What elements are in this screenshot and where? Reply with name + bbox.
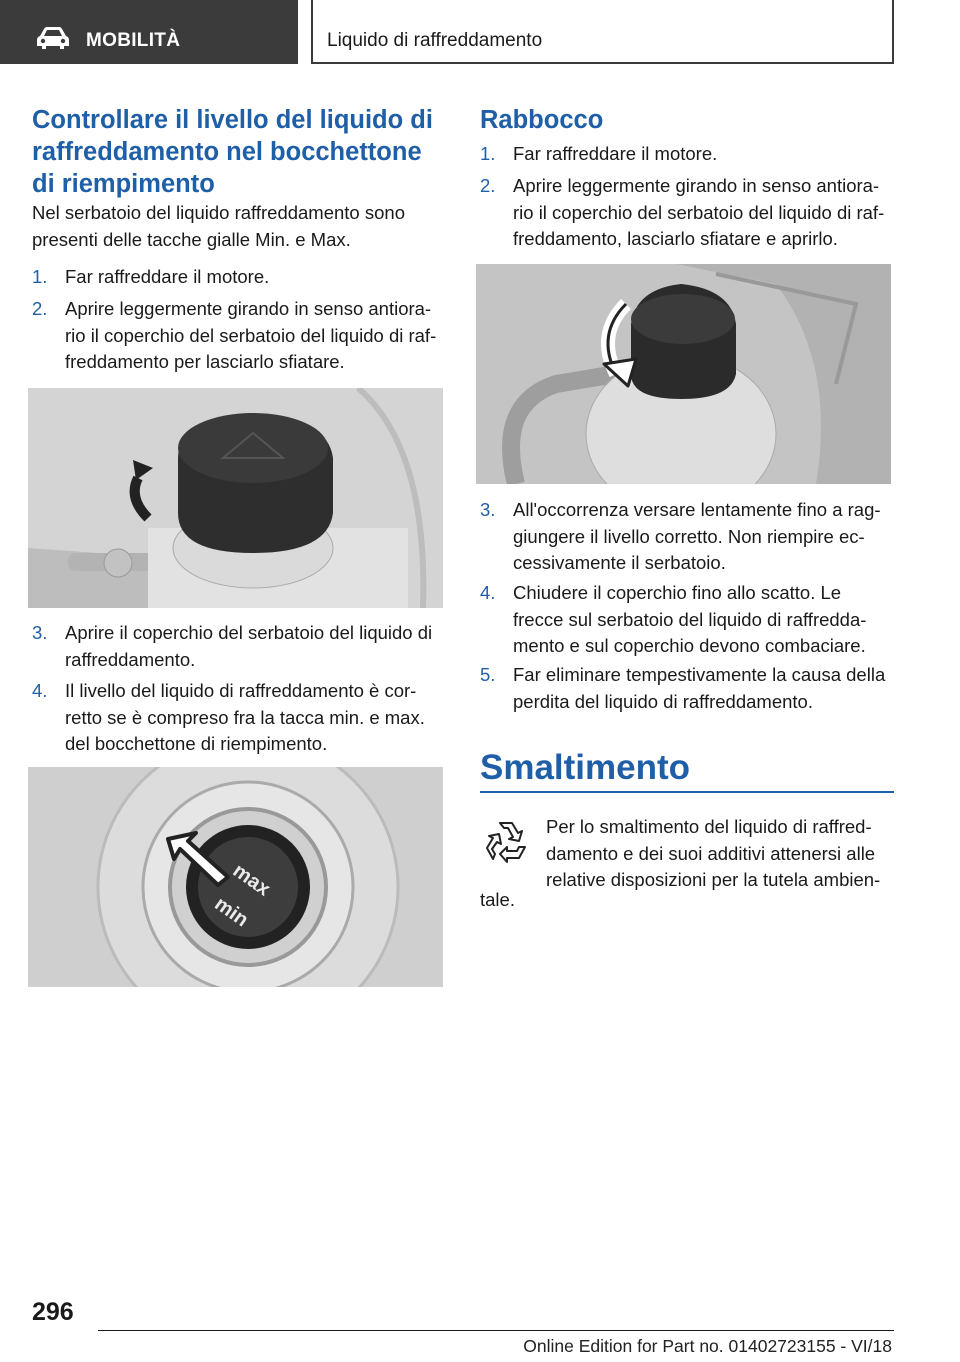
step-number: 5. (480, 664, 496, 685)
step-number: 3. (32, 622, 48, 643)
step-text: Aprire leggermente girando in senso antiora- (513, 175, 880, 196)
photo-filler-neck (28, 767, 443, 987)
disposal-line: relative disposizioni per la tutela ambien- (546, 869, 881, 890)
step-text: Aprire il coperchio del serbatoio del liquido di (65, 622, 433, 643)
step-text: Aprire leggermente girando in senso antiora- (65, 298, 432, 319)
chapter-title: Liquido di raffreddamento (327, 30, 543, 51)
gauge-max-label: max (228, 859, 275, 901)
disposal-heading: Smaltimento (480, 748, 691, 787)
gauge-min-label: min (210, 892, 253, 932)
step-text: All'occorrenza versare lentamente fino a rag- (513, 499, 881, 520)
photo-opening-cap (476, 264, 891, 484)
step-text: mento e sul coperchio devono combaciare. (513, 635, 866, 656)
disposal-line: damento e dei suoi additivi attenersi alle (546, 842, 876, 864)
chapter-title-box (311, 0, 894, 64)
step-number: 4. (480, 582, 496, 603)
step-text: freddamento, lasciarlo sfiatare e aprirlo. (513, 228, 838, 249)
photo-closed-cap (28, 388, 443, 608)
step-number: 2. (480, 175, 496, 196)
footer-rule (98, 1330, 894, 1331)
step-number: 1. (32, 266, 48, 287)
left-heading-line: Controllare il livello del liquido di (32, 106, 433, 134)
section-label: MOBILITÀ (86, 30, 181, 51)
disposal-text (546, 814, 896, 894)
step-text: retto se è compreso fra la tacca min. e max. (65, 706, 425, 728)
edition-note: Online Edition for Part no. 01402723155 - VI/18 (523, 1336, 892, 1356)
step-number: 3. (480, 499, 496, 520)
right-heading: Rabbocco (480, 106, 604, 134)
step-text: Far raffreddare il motore. (65, 266, 270, 287)
step-text: raffreddamento. (65, 648, 196, 670)
step-text: Chiudere il coperchio fino allo scatto. Le (513, 582, 842, 603)
recycle-icon (481, 817, 531, 867)
filler-neck-illustration (28, 767, 443, 987)
left-intro (32, 200, 452, 253)
step-text: giungere il livello corretto. Non riempire ec- (513, 525, 865, 547)
intro-line: presenti delle tacche gialle Min. e Max. (32, 228, 351, 250)
page-number: 296 (32, 1298, 74, 1326)
step-number: 2. (32, 298, 48, 319)
step-number: 4. (32, 680, 48, 701)
step-text: frecce sul serbatoio del liquido di raffredda- (513, 608, 867, 630)
step-text: Far raffreddare il motore. (513, 143, 718, 164)
step-text: perdita del liquido di raffreddamento. (513, 690, 813, 712)
disposal-line: Per lo smaltimento del liquido di raffred- (546, 816, 872, 837)
step-text: del bocchettone di riempimento. (65, 733, 328, 754)
step-text: rio il coperchio del serbatoio del liquido di raf- (65, 324, 437, 346)
closed-cap-illustration (28, 388, 443, 608)
left-heading-line: di riempimento (32, 170, 215, 198)
heading-rule (480, 791, 894, 793)
step-text: cessivamente il serbatoio. (513, 552, 726, 573)
step-text: Il livello del liquido di raffreddamento è cor- (65, 680, 417, 701)
left-heading-line: raffreddamento nel bocchettone (32, 138, 422, 166)
step-text: rio il coperchio del serbatoio del liquido di raf- (513, 201, 885, 223)
step-number: 1. (480, 143, 496, 164)
section-tab[interactable] (0, 0, 298, 64)
intro-line: Nel serbatoio del liquido raffreddamento sono (32, 202, 405, 223)
left-heading (32, 104, 452, 200)
car-icon (36, 26, 70, 50)
disposal-tail: tale. (480, 889, 515, 910)
step-text: Far eliminare tempestivamente la causa della (513, 664, 886, 685)
step-text: freddamento per lasciarlo sfiatare. (65, 351, 345, 372)
opening-cap-illustration (476, 264, 891, 484)
